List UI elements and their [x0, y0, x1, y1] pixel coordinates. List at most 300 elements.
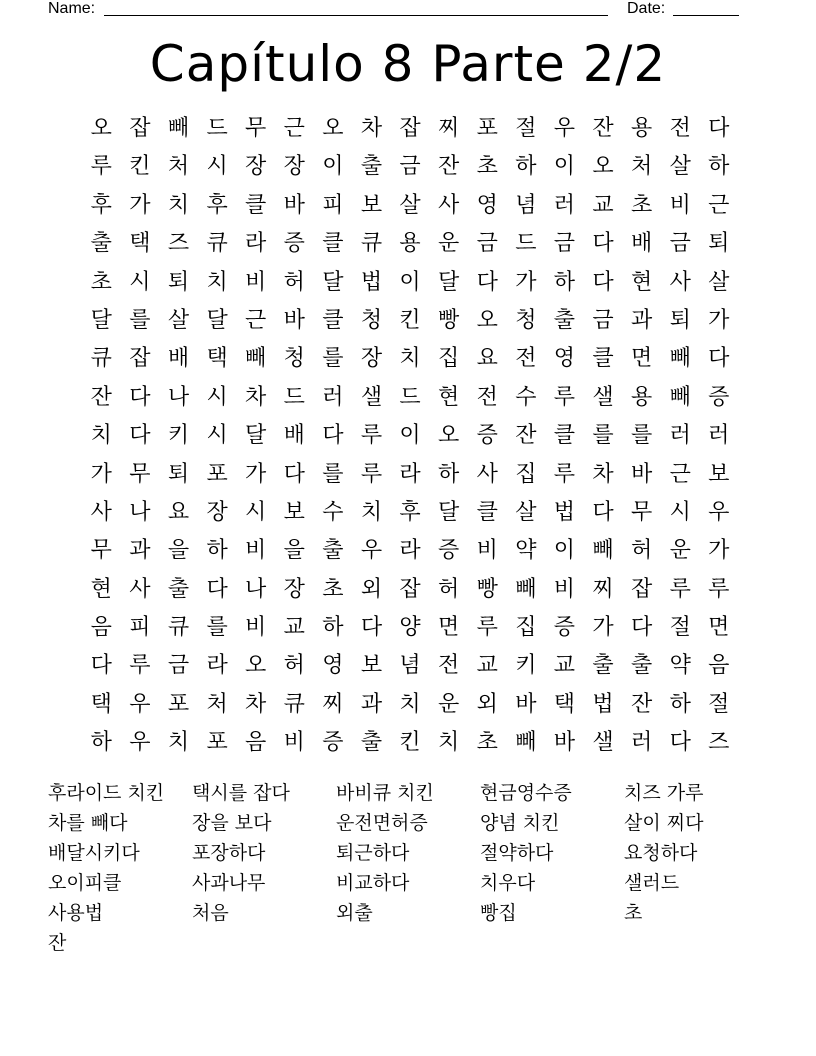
grid-cell: 청: [360, 307, 383, 333]
grid-cell: 루: [476, 615, 498, 641]
grid-cell: 다: [206, 576, 228, 602]
grid-cell: 절: [708, 691, 730, 717]
grid-cell: 치: [90, 423, 112, 449]
grid-cell: 배: [630, 231, 653, 257]
grid-cell: 허: [283, 269, 305, 295]
word-list-item: 배달시키다: [48, 842, 140, 864]
grid-cell: 후: [206, 192, 228, 218]
grid-cell: 큐: [206, 231, 228, 257]
grid-cell: 용: [630, 384, 653, 410]
grid-cell: 이: [553, 538, 576, 564]
grid-cell: 출: [360, 154, 383, 180]
grid-cell: 출: [322, 538, 344, 564]
grid-cell: 면: [708, 615, 730, 641]
grid-cell: 빼: [167, 116, 190, 141]
grid-cell: 하: [322, 615, 344, 641]
grid-cell: 즈: [708, 730, 730, 756]
grid-cell: 음: [245, 730, 267, 756]
grid-cell: 과: [360, 691, 383, 717]
grid-cell: 근: [283, 116, 305, 141]
word-list-item: 빵집: [480, 902, 517, 924]
grid-cell: 하: [206, 538, 228, 564]
grid-cell: 킨: [129, 154, 151, 180]
grid-cell: 드: [283, 384, 305, 410]
word-list-item: 샐러드: [624, 872, 680, 894]
grid-cell: 배: [167, 346, 190, 372]
grid-cell: 비: [476, 538, 498, 564]
grid-cell: 운: [669, 538, 691, 564]
grid-cell: 드: [399, 384, 421, 410]
grid-cell: 시: [206, 384, 228, 410]
date-blank-line: [673, 15, 739, 16]
grid-cell: 치: [399, 346, 421, 372]
grid-cell: 외: [476, 691, 498, 717]
grid-cell: 다: [283, 461, 305, 487]
grid-cell: 포: [167, 691, 190, 717]
grid-cell: 전: [476, 384, 498, 410]
grid-cell: 증: [553, 615, 576, 641]
grid-cell: 법: [592, 691, 614, 717]
grid-cell: 클: [476, 499, 498, 525]
grid-cell: 가: [592, 615, 614, 641]
grid-cell: 출: [167, 576, 190, 602]
grid-cell: 다: [592, 269, 614, 295]
grid-cell: 빵: [476, 576, 498, 602]
grid-cell: 우: [129, 730, 151, 756]
grid-cell: 큐: [283, 691, 305, 717]
grid-cell: 초: [476, 154, 498, 180]
grid-cell: 법: [360, 269, 383, 295]
grid-cell: 우: [708, 499, 730, 525]
grid-cell: 비: [245, 538, 267, 564]
grid-cell: 비: [245, 615, 267, 641]
grid-cell: 교: [592, 192, 614, 218]
grid-cell: 잡: [129, 346, 151, 372]
grid-cell: 현: [90, 576, 112, 602]
grid-cell: 영: [476, 192, 498, 218]
grid-cell: 금: [399, 154, 421, 180]
grid-cell: 차: [360, 116, 383, 141]
grid-cell: 퇴: [669, 307, 691, 333]
grid-cell: 출: [553, 307, 576, 333]
name-blank-line: [104, 15, 608, 16]
grid-cell: 러: [553, 192, 576, 218]
grid-cell: 바: [553, 730, 576, 756]
grid-cell: 무: [245, 116, 267, 141]
word-list-item: 처음: [192, 902, 229, 924]
grid-cell: 잔: [592, 116, 614, 141]
grid-cell: 수: [515, 384, 537, 410]
word-list-item: 퇴근하다: [336, 842, 410, 864]
grid-cell: 오: [245, 653, 267, 679]
grid-cell: 사: [90, 499, 112, 525]
grid-cell: 비: [283, 730, 305, 756]
grid-cell: 달: [90, 307, 112, 333]
grid-cell: 음: [90, 615, 112, 641]
grid-cell: 루: [553, 384, 576, 410]
grid-cell: 보: [360, 653, 383, 679]
word-list-item: 장을 보다: [192, 812, 272, 834]
grid-cell: 를: [206, 615, 228, 641]
grid-cell: 나: [245, 576, 267, 602]
grid-cell: 샐: [360, 384, 383, 410]
grid-cell: 다: [708, 116, 730, 141]
word-list: [48, 780, 768, 960]
grid-cell: 우: [360, 538, 383, 564]
grid-cell: 퇴: [167, 461, 190, 487]
grid-cell: 치: [206, 269, 228, 295]
grid-cell: 다: [476, 269, 498, 295]
grid-cell: 운: [438, 231, 460, 257]
grid-cell: 장: [245, 154, 267, 180]
grid-cell: 피: [322, 192, 344, 218]
grid-cell: 사: [669, 269, 691, 295]
grid-cell: 전: [515, 346, 537, 372]
grid-cell: 잡: [399, 116, 421, 141]
grid-cell: 시: [206, 154, 228, 180]
grid-cell: 보: [708, 461, 730, 487]
grid-cell: 루: [90, 154, 112, 180]
grid-cell: 후: [90, 192, 112, 218]
grid-cell: 루: [360, 423, 383, 449]
grid-cell: 가: [245, 461, 267, 487]
grid-cell: 치: [167, 192, 190, 218]
grid-cell: 초: [90, 269, 112, 295]
word-list-item: 잔: [48, 932, 67, 954]
grid-cell: 오: [438, 423, 460, 449]
grid-cell: 잔: [438, 154, 460, 180]
grid-cell: 살: [167, 307, 190, 333]
word-list-item: 사과나무: [192, 872, 266, 894]
grid-cell: 킨: [399, 307, 421, 333]
grid-cell: 근: [245, 307, 267, 333]
grid-cell: 처: [206, 691, 228, 717]
word-list-item: 바비큐 치킨: [336, 782, 434, 804]
grid-cell: 러: [322, 384, 344, 410]
grid-cell: 살: [708, 269, 730, 295]
grid-cell: 빼: [669, 384, 691, 410]
grid-cell: 를: [592, 423, 614, 449]
grid-cell: 키: [515, 653, 537, 679]
grid-cell: 오: [90, 116, 112, 141]
word-list-item: 차를 빼다: [48, 812, 128, 834]
grid-cell: 클: [322, 231, 344, 257]
grid-cell: 이: [322, 154, 344, 180]
grid-cell: 사: [129, 576, 151, 602]
grid-cell: 증: [708, 384, 730, 410]
grid-cell: 러: [708, 423, 730, 449]
grid-cell: 배: [283, 423, 305, 449]
word-list-item: 현금영수증: [480, 782, 572, 804]
grid-cell: 전: [438, 653, 460, 679]
grid-cell: 허: [630, 538, 653, 564]
grid-cell: 빼: [245, 346, 267, 372]
word-list-item: 초: [624, 902, 643, 924]
grid-cell: 약: [669, 653, 691, 679]
grid-cell: 치: [360, 499, 383, 525]
grid-cell: 영: [553, 346, 576, 372]
grid-cell: 가: [515, 269, 537, 295]
grid-cell: 하: [438, 461, 460, 487]
word-list-item: 살이 찌다: [624, 812, 704, 834]
grid-cell: 교: [553, 653, 576, 679]
grid-cell: 하: [515, 154, 537, 180]
grid-cell: 잔: [515, 423, 537, 449]
word-list-item: 양념 치킨: [480, 812, 560, 834]
grid-cell: 장: [206, 499, 228, 525]
grid-cell: 청: [515, 307, 537, 333]
grid-cell: 처: [630, 154, 653, 180]
grid-cell: 출: [360, 730, 383, 756]
grid-cell: 샐: [592, 730, 614, 756]
grid-cell: 루: [708, 576, 730, 602]
grid-cell: 루: [553, 461, 576, 487]
grid-cell: 증: [476, 423, 498, 449]
grid-cell: 달: [438, 499, 460, 525]
grid-cell: 빵: [438, 307, 460, 333]
grid-cell: 현: [630, 269, 653, 295]
page-title: Capítulo 8 Parte 2/2: [149, 35, 667, 93]
grid-cell: 초: [322, 576, 344, 602]
grid-cell: 바: [515, 691, 537, 717]
grid-cell: 초: [630, 192, 653, 218]
grid-cell: 바: [283, 307, 305, 333]
grid-cell: 차: [245, 691, 267, 717]
word-list-item: 절약하다: [480, 842, 554, 864]
word-list-item: 운전면허증: [336, 812, 428, 834]
grid-cell: 이: [553, 154, 576, 180]
grid-cell: 치: [167, 730, 190, 756]
grid-cell: 요: [167, 499, 190, 525]
grid-cell: 나: [129, 499, 151, 525]
grid-cell: 치: [399, 691, 421, 717]
word-list-item: 사용법: [48, 902, 104, 924]
grid-cell: 장: [360, 346, 383, 372]
word-list-item: 포장하다: [192, 842, 266, 864]
grid-cell: 가: [708, 307, 730, 333]
grid-cell: 빼: [515, 730, 537, 756]
grid-cell: 절: [669, 615, 691, 641]
grid-cell: 과: [129, 538, 151, 564]
grid-cell: 집: [438, 346, 460, 372]
grid-cell: 양: [399, 615, 421, 641]
grid-cell: 택: [206, 346, 228, 372]
word-list-item: 치우다: [480, 872, 536, 894]
grid-cell: 무: [129, 461, 151, 487]
grid-cell: 이: [399, 269, 421, 295]
grid-cell: 를: [129, 307, 151, 333]
grid-cell: 가: [90, 461, 112, 487]
name-label: Name:: [48, 0, 96, 17]
grid-cell: 다: [129, 384, 151, 410]
grid-cell: 찌: [438, 116, 460, 141]
grid-cell: 오: [322, 116, 344, 141]
grid-cell: 면: [438, 615, 460, 641]
grid-cell: 출: [90, 231, 112, 257]
grid-cell: 큐: [360, 231, 383, 257]
grid-cell: 클: [245, 192, 267, 218]
grid-cell: 다: [592, 231, 614, 257]
grid-cell: 달: [206, 307, 228, 333]
grid-cell: 금: [167, 653, 190, 679]
grid-cell: 포: [476, 116, 498, 141]
grid-cell: 드: [206, 116, 228, 141]
grid-cell: 찌: [592, 576, 614, 602]
word-list-item: 후라이드 치킨: [48, 782, 165, 804]
grid-cell: 청: [283, 346, 305, 372]
grid-cell: 달: [322, 269, 344, 295]
grid-cell: 루: [669, 576, 691, 602]
grid-cell: 하: [553, 269, 576, 295]
grid-cell: 잡: [399, 576, 421, 602]
grid-cell: 빼: [515, 576, 537, 602]
grid-cell: 피: [129, 615, 151, 641]
grid-cell: 사: [476, 461, 498, 487]
grid-cell: 교: [283, 615, 305, 641]
grid-cell: 를: [322, 346, 344, 372]
grid-cell: 무: [630, 499, 653, 525]
grid-cell: 러: [669, 423, 691, 449]
grid-cell: 빼: [669, 346, 691, 372]
grid-cell: 다: [322, 423, 344, 449]
grid-cell: 살: [669, 154, 691, 180]
word-list-item: 치즈 가루: [624, 782, 704, 804]
grid-cell: 출: [630, 653, 653, 679]
grid-cell: 교: [476, 653, 498, 679]
grid-cell: 수: [322, 499, 344, 525]
grid-cell: 요: [476, 346, 498, 372]
grid-cell: 빼: [592, 538, 614, 564]
grid-cell: 다: [129, 423, 151, 449]
grid-cell: 비: [245, 269, 267, 295]
grid-cell: 퇴: [167, 269, 190, 295]
grid-cell: 라: [399, 461, 421, 487]
grid-cell: 킨: [399, 730, 421, 756]
grid-cell: 잡: [630, 576, 653, 602]
grid-cell: 면: [630, 346, 653, 372]
word-list-item: 오이피클: [48, 872, 122, 894]
grid-cell: 허: [283, 653, 305, 679]
word-list-item: 택시를 잡다: [192, 782, 290, 804]
grid-cell: 가: [708, 538, 730, 564]
date-label: Date:: [627, 0, 666, 17]
grid-cell: 하: [669, 691, 691, 717]
grid-cell: 살: [399, 192, 421, 218]
grid-cell: 금: [592, 307, 614, 333]
grid-cell: 다: [708, 346, 730, 372]
grid-cell: 포: [206, 461, 228, 487]
grid-cell: 증: [322, 730, 344, 756]
grid-cell: 잔: [630, 691, 653, 717]
grid-cell: 전: [669, 116, 691, 141]
grid-cell: 법: [553, 499, 576, 525]
grid-cell: 약: [515, 538, 537, 564]
grid-cell: 허: [438, 576, 460, 602]
grid-cell: 가: [129, 192, 151, 218]
grid-cell: 용: [630, 116, 653, 141]
grid-cell: 절: [515, 116, 537, 141]
grid-cell: 보: [283, 499, 305, 525]
grid-cell: 다: [90, 653, 112, 679]
grid-cell: 택: [129, 231, 151, 257]
grid-cell: 하: [90, 730, 112, 756]
grid-cell: 념: [515, 192, 537, 218]
grid-cell: 영: [322, 653, 344, 679]
grid-cell: 택: [553, 691, 576, 717]
grid-cell: 이: [399, 423, 421, 449]
grid-cell: 클: [322, 307, 344, 333]
grid-cell: 다: [630, 615, 653, 641]
grid-cell: 러: [630, 730, 653, 756]
grid-cell: 나: [167, 384, 190, 410]
grid-cell: 비: [669, 192, 691, 218]
grid-cell: 클: [592, 346, 614, 372]
grid-cell: 증: [283, 231, 305, 257]
grid-cell: 큐: [167, 615, 190, 641]
grid-cell: 를: [322, 461, 344, 487]
grid-cell: 택: [90, 691, 112, 717]
grid-cell: 달: [245, 423, 267, 449]
grid-cell: 다: [669, 730, 691, 756]
grid-cell: 퇴: [708, 231, 730, 257]
grid-cell: 루: [360, 461, 383, 487]
grid-cell: 사: [438, 192, 460, 218]
grid-cell: 오: [592, 154, 614, 180]
grid-cell: 라: [399, 538, 421, 564]
grid-cell: 무: [90, 538, 112, 564]
grid-cell: 초: [476, 730, 498, 756]
grid-cell: 키: [167, 423, 190, 449]
grid-cell: 보: [360, 192, 383, 218]
grid-cell: 클: [553, 423, 576, 449]
grid-cell: 운: [438, 691, 460, 717]
grid-cell: 찌: [322, 691, 344, 717]
grid-cell: 차: [592, 461, 614, 487]
grid-cell: 살: [515, 499, 537, 525]
grid-cell: 잡: [129, 116, 151, 141]
grid-cell: 치: [438, 730, 460, 756]
grid-cell: 외: [360, 576, 383, 602]
grid-cell: 우: [553, 116, 576, 141]
grid-cell: 집: [515, 615, 537, 641]
grid-cell: 장: [283, 154, 305, 180]
word-search-grid: [82, 110, 738, 763]
grid-cell: 용: [399, 231, 421, 257]
grid-cell: 시: [669, 499, 691, 525]
grid-cell: 라: [206, 653, 228, 679]
word-list-item: 요청하다: [624, 842, 698, 864]
grid-cell: 념: [399, 653, 421, 679]
grid-cell: 근: [708, 192, 730, 218]
grid-cell: 현: [438, 384, 460, 410]
grid-cell: 바: [283, 192, 305, 218]
grid-cell: 하: [708, 154, 730, 180]
grid-cell: 라: [245, 231, 267, 257]
grid-cell: 드: [515, 231, 537, 257]
grid-cell: 출: [592, 653, 614, 679]
grid-cell: 다: [592, 499, 614, 525]
grid-cell: 시: [129, 269, 151, 295]
word-list-item: 외출: [336, 902, 373, 924]
grid-cell: 포: [206, 730, 228, 756]
grid-cell: 을: [283, 538, 305, 564]
grid-cell: 바: [630, 461, 653, 487]
grid-cell: 잔: [90, 384, 112, 410]
grid-cell: 샐: [592, 384, 614, 410]
grid-cell: 금: [669, 231, 691, 257]
grid-cell: 큐: [90, 346, 112, 372]
grid-cell: 과: [630, 307, 653, 333]
